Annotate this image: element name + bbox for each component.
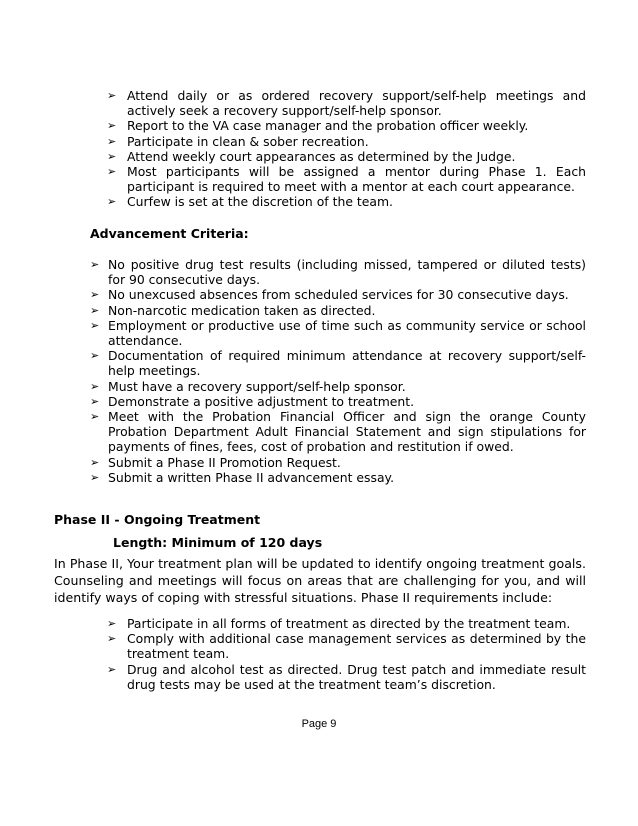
- list-item: [90, 318, 586, 348]
- arrow-bullet-icon: ➢: [90, 303, 100, 317]
- list-item: [90, 257, 586, 287]
- page-number: Page 9: [301, 718, 337, 730]
- list-item-text: Demonstrate a positive adjustment to treatment.: [108, 393, 415, 409]
- list-item-text: Documentation of required minimum attendance at recovery support/self-help meetings.: [108, 348, 586, 379]
- arrow-bullet-icon: ➢: [90, 394, 100, 408]
- list-item: [107, 149, 586, 164]
- phase2-length: Length: Minimum of 120 days: [113, 535, 323, 550]
- arrow-bullet-icon: ➢: [90, 318, 100, 332]
- list-item-text: Participate in all forms of treatment as directed by the treatment team.: [127, 616, 571, 631]
- list-item-text: Comply with additional case management services as determined by the treatment team.: [127, 631, 586, 662]
- list-item: [107, 164, 586, 194]
- arrow-bullet-icon: ➢: [90, 410, 100, 424]
- phase1-requirements-list: [107, 88, 586, 210]
- phase2-requirements-list: [107, 616, 586, 692]
- list-item: [107, 134, 586, 149]
- list-item-text: Employment or productive use of time such as community service or school attendance.: [108, 317, 586, 349]
- arrow-bullet-icon: ➢: [90, 455, 100, 469]
- list-item: [107, 662, 586, 692]
- list-item: [107, 616, 586, 631]
- arrow-bullet-icon: ➢: [107, 617, 117, 630]
- list-item-text: Attend weekly court appearances as determined by the Judge.: [127, 148, 516, 164]
- list-item: [90, 409, 586, 455]
- list-item: [90, 348, 586, 378]
- list-item-text: Most participants will be assigned a mentor during Phase 1. Each participant is required to meet with a mentor at each court appearance.: [127, 164, 586, 195]
- list-item-text: Report to the VA case manager and the probation officer weekly.: [127, 118, 529, 134]
- arrow-bullet-icon: ➢: [90, 379, 100, 393]
- list-item: [107, 631, 586, 661]
- list-item: [90, 394, 586, 409]
- arrow-bullet-icon: ➢: [107, 632, 117, 646]
- list-item-text: Non-narcotic medication taken as directed.: [108, 302, 376, 318]
- arrow-bullet-icon: ➢: [107, 119, 117, 133]
- list-item-text: Must have a recovery support/self-help sponsor.: [108, 378, 406, 394]
- list-item-text: No positive drug test results (including missed, tampered or diluted tests) for 90 consecutive days.: [108, 257, 586, 288]
- arrow-bullet-icon: ➢: [107, 165, 117, 179]
- advancement-criteria-heading: Advancement Criteria:: [90, 226, 249, 241]
- list-item: [90, 379, 586, 394]
- arrow-bullet-icon: ➢: [90, 288, 100, 302]
- arrow-bullet-icon: ➢: [90, 470, 100, 484]
- list-item-text: Drug and alcohol test as directed. Drug test patch and immediate result drug tests may be used at the treatment team’s discretion.: [127, 661, 586, 692]
- phase2-intro-paragraph: In Phase II, Your treatment plan will be updated to identify ongoing treatment goals. Counseling and meetings will focus on areas that are challenging for you, and will identify ways of coping with stressful situations. Phase II requirements include:: [54, 556, 586, 606]
- arrow-bullet-icon: ➢: [107, 149, 117, 163]
- list-item: [107, 88, 586, 118]
- list-item: [90, 470, 586, 485]
- list-item-text: Curfew is set at the discretion of the team.: [127, 194, 393, 210]
- arrow-bullet-icon: ➢: [107, 134, 117, 148]
- list-item: [90, 303, 586, 318]
- list-item-text: Submit a written Phase II advancement essay.: [108, 469, 395, 485]
- phase2-heading: Phase II - Ongoing Treatment: [54, 512, 261, 527]
- arrow-bullet-icon: ➢: [107, 89, 117, 102]
- arrow-bullet-icon: ➢: [107, 195, 117, 209]
- arrow-bullet-icon: ➢: [90, 349, 100, 363]
- arrow-bullet-icon: ➢: [107, 662, 117, 676]
- list-item-text: Submit a Phase II Promotion Request.: [108, 454, 341, 470]
- list-item-text: Attend daily or as ordered recovery support/self-help meetings and actively seek a recovery support/self-help sponsor.: [127, 88, 586, 119]
- list-item-text: No unexcused absences from scheduled services for 30 consecutive days.: [108, 287, 569, 303]
- list-item-text: Meet with the Probation Financial Officer and sign the orange County Probation Department Adult Financial Statement and sign stipulations for payments of fines, fees, cost of probation and restitution if owed.: [108, 409, 586, 455]
- list-item-text: Participate in clean & sober recreation.: [127, 133, 369, 149]
- arrow-bullet-icon: ➢: [90, 258, 100, 271]
- list-item: [107, 194, 586, 209]
- list-item: [90, 287, 586, 302]
- list-item: [90, 455, 586, 470]
- list-item: [107, 118, 586, 133]
- advancement-criteria-list: [90, 257, 586, 485]
